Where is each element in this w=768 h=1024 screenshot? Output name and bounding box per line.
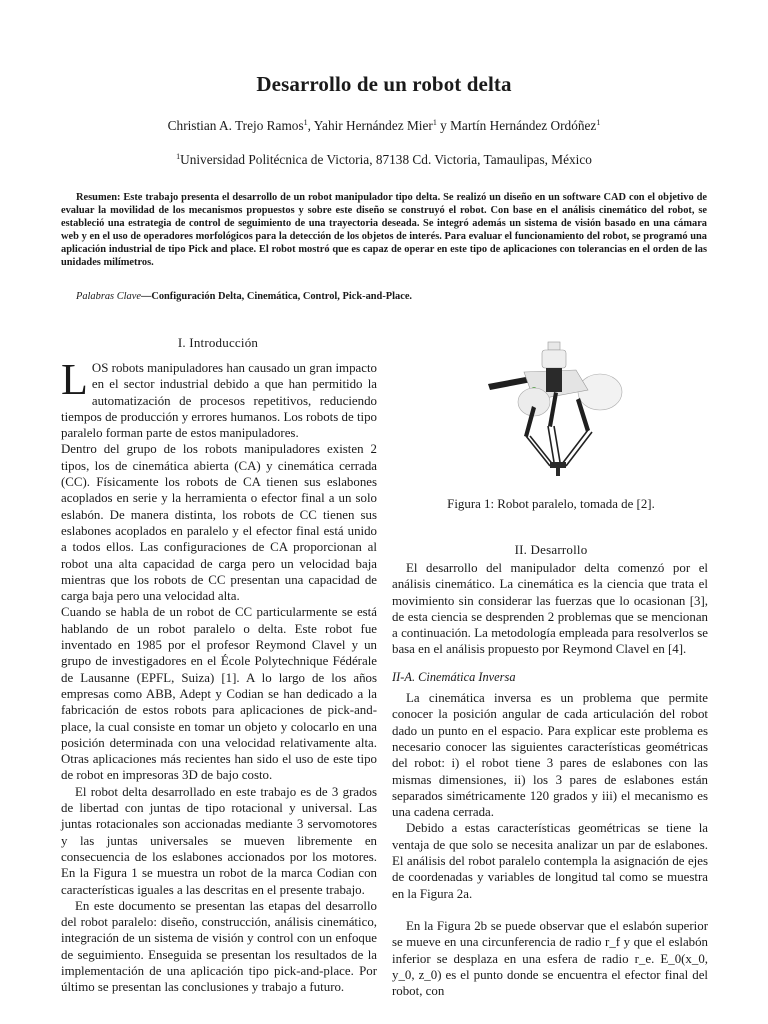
paragraph: El robot delta desarrollado en este trabajo es de 3 grados de libertad con juntas de tipo rotacional y universal. Las juntas rotacionales son accionadas mediante 3 servomotores y las juntas universales se mueven libremente en consecuencia de los eslabones accionados por los motores. En la Figura 1 se muestra un robot de la marca Codian con características iguales a las descritas en el presente trabajo. xyxy=(61,784,377,897)
author-name: Martín Hernández Ordóñez xyxy=(450,118,597,133)
drop-cap: L xyxy=(61,355,88,404)
paragraph: En este documento se presentan las etapas del desarrollo del robot paralelo: diseño, construcción, análisis cinemático, integración de un sistema de visión y control con un enfoque de seguimiento. Enseguida se presentan los resultados de la implementación de una aplicación tipo pick-and-place. Por último se presentan las conclusiones y trabajo a futuro. xyxy=(61,898,377,995)
affiliation: $^1$Universidad Politécnica de Victoria, 87138 Cd. Victoria, Tamaulipas, México xyxy=(176,152,592,167)
author-list: Christian A. Trejo Ramos$^1$, Yahir Hernández Mier$^1$ y Martín Hernández Ordóñez$^1$ xyxy=(167,118,601,133)
subsection-heading: II-A. Cinemática Inversa xyxy=(392,669,516,684)
abstract: Resumen: Este trabajo presenta el desarrollo de un robot manipulador tipo delta. Se realizó un diseño en un software CAD con el objetivo de evaluar la movilidad de los mecanismos propuestos y sobre este diseño se construyó el robot. Con base en el análisis cinemático del robot, se estableció una estrategia de control de seguimiento de una trayectoria deseada. Se integró además un sistema de visión basado en una cámara web y en el uso de operadores morfológicos para la detección de los objetos de interés. Para evaluar el funcionamiento del robot, se programó una aplicación industrial de tipo Pick and place. El robot mostró que es capaz de operar en este tipo de aplicaciones con tolerancias en el orden de las unidades milímetros. xyxy=(61,192,707,269)
right-column xyxy=(392,560,708,999)
keywords xyxy=(61,290,707,303)
section-heading-desarrollo: II. Desarrollo xyxy=(514,542,588,557)
paragraph: Cuando se habla de un robot de CC particularmente se está hablando de un robot paralelo o delta. Este robot fue inventado en 1985 por el profesor Reymond Clavel y un grupo de investigadores en el École Polytechnique Fédérale de Lausanne (EPFL, Suiza) [1]. A lo largo de los años empresas como ABB, Adept y Codian se han dedicado a la fabricación de estos robots para aplicaciones de pick-and-place, la cual consiste en tomar un objeto y colocarlo en una posición determinada con una velocidad relativamente alta. Otras aplicaciones más recientes han sido el uso de este tipo de robot en impresoras 3D de bajo costo. xyxy=(61,605,377,783)
section-heading-introduccion: I. Introducción xyxy=(177,335,259,350)
delta-robot-figure xyxy=(484,340,624,482)
paragraph: LOS robots manipuladores han causado un gran impacto en el sector industrial debido a que han permitido la automatización de procesos repetitivos, reduciendo tiempos de producción y errores humanos. Los robots de tipo paralelo forman parte de estos manipuladores. xyxy=(61,355,377,441)
paragraph: La cinemática inversa es un problema que permite conocer la posición angular de cada articulación del robot dado un punto en el espacio. Para explicar este problema es necesario conocer las siguientes características geométricas del robot: i) el robot tiene 3 pares de eslabones con las mismas dimensiones, ii) los 3 pares de eslabones están separados simétricamente 120 grados y iii) el mecanismo es una cadena cerrada. xyxy=(392,691,708,820)
robot-illustration xyxy=(488,342,622,476)
paper-title: Desarrollo de un robot delta xyxy=(256,72,512,96)
author-name: Yahir Hernández Mier xyxy=(313,118,433,133)
keywords-text: —Configuración Delta, Cinemática, Control, Pick-and-Place. xyxy=(140,291,413,302)
paragraph: Debido a estas características geométricas se tiene la ventaja de que solo se necesita analizar un par de eslabones. El análisis del robot paralelo contempla la asignación de ejes de coordenadas y variables de longitud tal como se muestra en la Figura 2a. xyxy=(392,821,708,901)
figure-caption: Figura 1: Robot paralelo, tomada de [2]. xyxy=(447,497,655,511)
paragraph: En la Figura 2b se puede observar que el eslabón superior se mueve en una circunferencia de radio r_f y que el eslabón inferior se desplaza en una esfera de radio r_e. E_0(x_0, y_0, z_0) es el punto donde se encuentra el efector final del robot, con xyxy=(392,918,708,999)
paragraph: Dentro del grupo de los robots manipuladores existen 2 tipos, los de cinemática abierta (CA) y cinemática cerrada (CC). Físicamente los robots de CA tienen sus eslabones acoplados en serie y la herramienta o efector final a un solo eslabón. De manera distinta, los robots de CC tienen sus eslabones acoplados en paralelo y el efector final está unido a todos ellos. Las configuraciones de CA proporcionan al robot una alta capacidad de carga pero un velocidad baja mientras que los robots de CC presentan una capacidad de carga baja pero una velocidad alta. xyxy=(61,442,377,604)
keywords-label: Palabras Clave xyxy=(76,291,141,302)
author-name: Christian A. Trejo Ramos xyxy=(167,118,304,133)
left-column xyxy=(61,355,377,996)
paragraph: El desarrollo del manipulador delta comenzó por el análisis cinemático. La cinemática es la ciencia que trata el movimiento sin considerar las fuerzas que lo ocasionan [3], de esta ciencia se desprenden 2 problemas que se mencionan a continuación. La metodología empleada para resolverlos se basa en el análisis propuesto por Reymond Clavel en [4]. xyxy=(392,561,708,657)
